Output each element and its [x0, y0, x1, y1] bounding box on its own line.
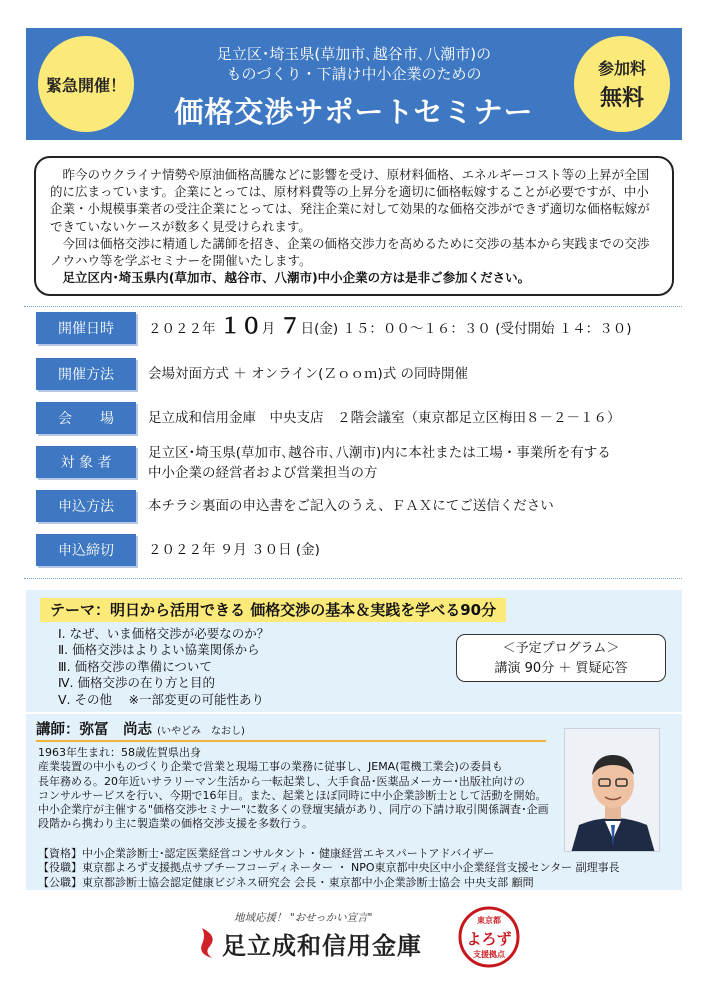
intro-box [34, 156, 674, 296]
agenda-item: Ⅳ. 価格交渉の在り方と目的 [58, 675, 215, 691]
bio-line: 中小企業庁が主催する"価格交渉セミナー"に数多くの登壇実績があり、同庁の下請け取引関係調査･企画 [38, 803, 549, 817]
date-month-unit: 月 [261, 321, 276, 337]
theme-section [26, 590, 682, 712]
header-subtitle-1: 足立区･埼玉県(草加市､越谷市､八潮市)の [216, 45, 492, 63]
apply-value: 本チラシ裏面の申込書をご記入のうえ、ＦＡＸにてご送信ください [148, 498, 554, 514]
role-line: 【役職】東京都よろず支援拠点サブチーフコーディネーター ・ NPO東京都中央区中小企業経営支援センター 副理事長 [38, 861, 620, 875]
lecturer-roles [38, 847, 678, 890]
seal-bottom-text: 支援拠点 [473, 950, 505, 959]
free-badge-line1: 参加料 [597, 59, 646, 78]
lecturer-bio [38, 746, 558, 832]
program-box [456, 634, 666, 682]
footer-tagline: 地域応援！ "おせっかい宣言" [234, 912, 373, 924]
agenda-item: Ⅲ. 価格交渉の準備について [58, 658, 212, 674]
name-underline [36, 740, 546, 742]
divider [24, 306, 682, 307]
target-line-2: 中小企業の経営者および営業担当の方 [148, 465, 378, 481]
bio-line: 段階から携わり主に製造業の価格交渉支援を多数行う。 [38, 817, 313, 831]
divider [24, 578, 682, 579]
header-subtitle-2: ものづくり・下請け中小企業のための [226, 65, 482, 83]
intro-paragraph-1: 昨今のウクライナ情勢や原油価格高騰などに影響を受け、原材料価格、エネルギーコスト等の上昇が全国的に広まっています。企業にとっては、原材料費等の上昇分を適切に価格転嫁することが必要ですが、中小企業・小規模事業者の受注企業にとっては、発注企業に対して効果的な価格交渉ができず適切な価格転嫁ができていないケースが数多く見受けられます。 [50, 167, 650, 234]
program-body: 講演 90分 ＋ 質疑応答 [494, 661, 628, 676]
method-label: 開催方法 [36, 358, 136, 390]
seal-top-text: 東京都 [477, 916, 501, 925]
lecturer-name-text: 講師：弥冨 尚志 [36, 722, 152, 738]
date-day-unit: 日 [300, 321, 315, 337]
free-badge-line2: 無料 [599, 86, 644, 111]
theme-title: テーマ：明日から活用できる 価格交渉の基本＆実践を学べる90分 [40, 598, 506, 622]
header-banner [26, 28, 682, 140]
date-month: １０ [219, 314, 262, 338]
target-label: 対 象 者 [36, 446, 136, 478]
role-line: 【公職】東京都診断士協会認定健康ビジネス研究会 会長 ･ 東京都中小企業診断士協会 中央支部 顧問 [38, 875, 534, 889]
intro-paragraph-3: 足立区内･埼玉県内(草加市、越谷市、八潮市)中小企業の方は是非ご参加ください。 [62, 270, 531, 286]
agenda-item: Ⅱ. 価格交渉はよりよい協業関係から [58, 642, 260, 658]
date-day: ７ [279, 314, 301, 338]
person-icon [565, 729, 660, 852]
deadline-value: ２０２２年 ９月 ３０日 (金) [148, 542, 320, 558]
yorozu-seal-icon [458, 906, 520, 968]
lecturer-photo [564, 728, 660, 852]
date-label: 開催日時 [36, 312, 136, 344]
bank-logo-icon [198, 926, 218, 960]
bio-line: 1963年生まれ：58歳佐賀県出身 [38, 746, 201, 759]
urgent-badge: 緊急開催！ [38, 36, 134, 132]
venue-value: 足立成和信用金庫 中央支店 ２階会議室（東京都足立区梅田８－２－１６） [148, 410, 621, 426]
bio-line: 長年務める。20年近いサラリーマン生活から一転起業し、大手食品･医薬品メーカー･出版社向けの [38, 774, 525, 788]
target-line-1: 足立区･埼玉県(草加市､越谷市､八潮市)内に本社または工場・事業所を有する [148, 445, 611, 461]
lecturer-section [26, 714, 682, 890]
date-value [148, 316, 632, 339]
agenda-item: Ⅰ. なぜ、いま価格交渉が必要なのか？ [58, 626, 270, 641]
method-value: 会場対面方式 ＋ オンライン(Ｚｏｏｍ)式 の同時開催 [148, 366, 469, 382]
bank-name: 足立成和信用金庫 [222, 932, 422, 960]
date-time: (金) １５：００～１６：３０ (受付開始 １４：３０) [314, 321, 632, 337]
program-title: ＜予定プログラム＞ [502, 641, 620, 656]
free-badge [574, 36, 670, 132]
bio-line: コンサルサービスを行い、今期で16年目。また、起業とほぼ同時に中小企業診断士として活動を開始。 [38, 788, 547, 802]
intro-paragraph-2: 今回は価格交渉に精通した講師を招き、企業の価格交渉力を高めるために交渉の基本から実践までの交渉ノウハウ等を学ぶセミナーを開催いたします。 [50, 235, 650, 269]
venue-label: 会 場 [36, 402, 136, 434]
target-value [148, 443, 611, 483]
bio-line: 産業装置の中小ものづくり企業で営業と現場工事の業務に従事し、JEMA(電機工業会)の委員も [38, 760, 503, 774]
lecturer-name [36, 718, 245, 739]
seal-main-text: よろず [466, 930, 512, 948]
role-line: 【資格】中小企業診断士･認定医業経営コンサルタント ･ 健康経営エキスパートアドバイザー [38, 847, 495, 860]
page-title: 価格交渉サポートセミナー [174, 95, 534, 129]
deadline-label: 申込締切 [36, 534, 136, 566]
date-year: ２０２２年 [148, 321, 216, 337]
agenda-item: Ⅴ. その他 ※一部変更の可能性あり [58, 691, 264, 707]
lecturer-name-kana: (いやどみ なおし) [157, 726, 245, 737]
agenda-list [58, 626, 269, 708]
apply-label: 申込方法 [36, 490, 136, 522]
